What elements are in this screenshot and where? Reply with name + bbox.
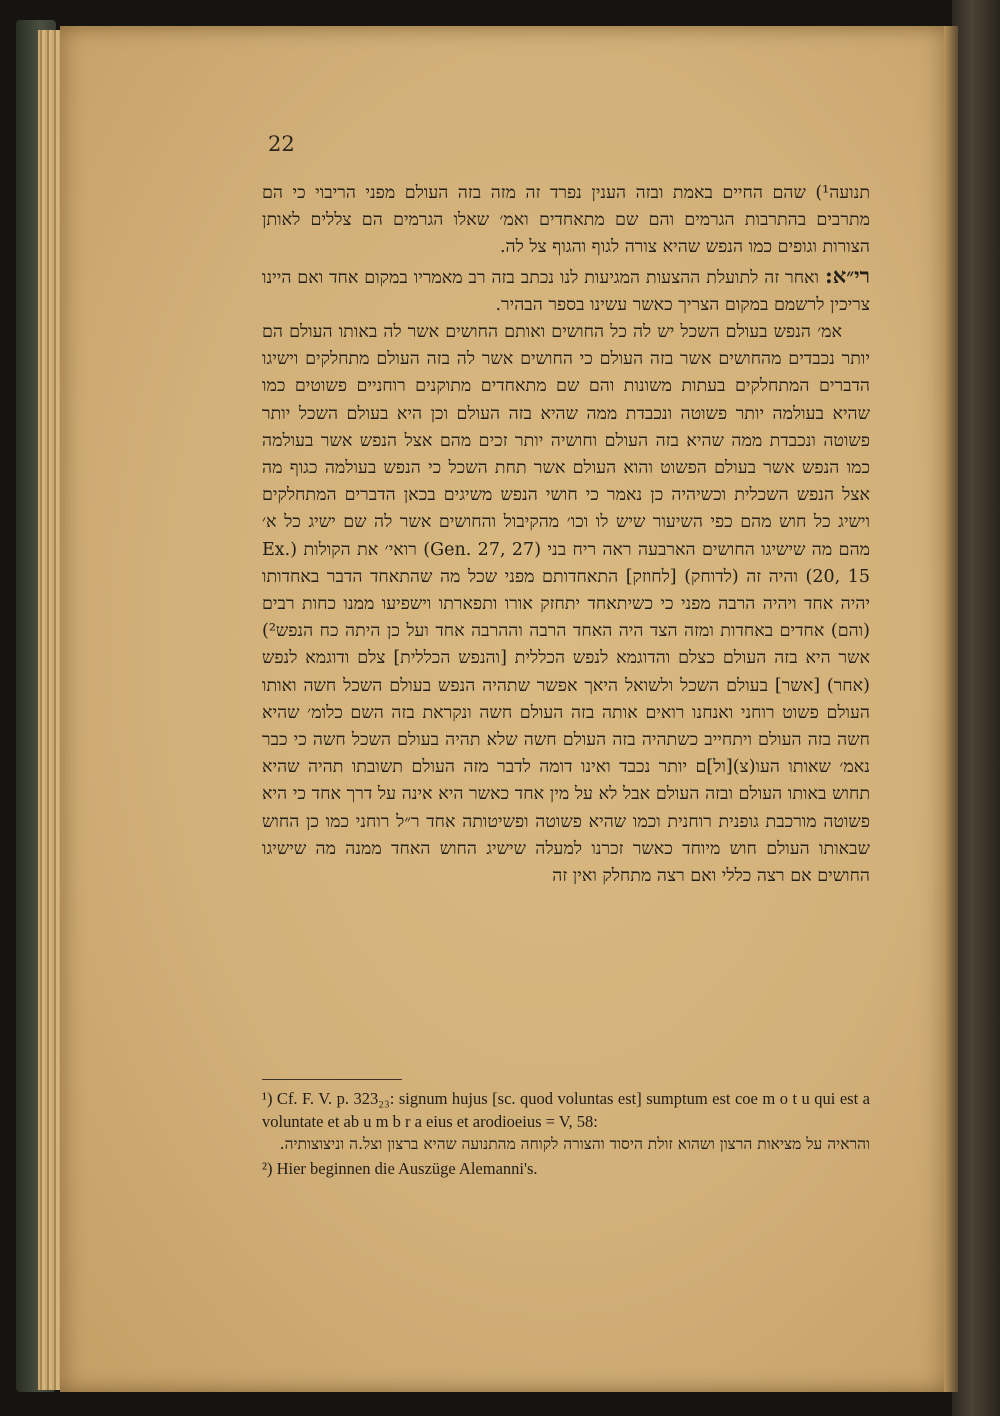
lead-label: רי״א: xyxy=(824,262,870,288)
footnote-1-hebrew: והראיה על מציאות הרצון ושהוא זולת היסוד והצורה לקוחה מהתנועה שהיא ברצון וצל.ה וניצוצותיה. xyxy=(279,1135,870,1154)
paragraph-3: אמ׳ הנפש בעולם השכל יש לה כל החושים ואותם החושים אשר לה באותו העולם הם יותר נכבדים מהחושים אשר בזה העולם כי החושים אשר לה בזה העולם מתחלקים וישיגו הדברים המתחלקים בעתות משונות והם שם מתאחדים מתוקנים רוחניים פשוטים כמו שהיא בעולמה יותר פשוטה ונכבדת ממה שהיא בזה העולם וכן היא בעולם השכל יותר פשוטה ונכבדת ממה שהיא בזה העולם וחושיה יותר זכים מהם אצל הנפש אשר בעולמה כמו הנפש אשר בעולם הפשוט והוא העולם אשר תחת השכל כי הנפש בעולמה כגוף מה אצל הנפש השכלית וכשיהיה כן נאמר כי חושי הנפש משיגים בכאן הדברים המתחלקים וישיג כל חוש מהם כפי השיעור שיש לו וכו׳ מהקיבול והחושים אשר לה שם ישיג כל א׳ מהם מה שישיגו החושים הארבעה ראה ריח בני (Gen. 27, 27) רואי׳ את הקולות (Ex. 20, 15) והיה זה (לדוחק) [לחוזק] התאחדותם מפני שכל מה שהתאחד הדבר באחדותו יהיה אחד ויהיה הרבה מפני כי כשיתאחד יתחזק אורו ותפארתו וישפיעו ממנו כחות רבים (והם) אחדים באחדות ומזה הצד היה האחד הרבה וההרבה אחד ועל כן היתה כח הנפש²) אשר היא בזה העולם כצלם והדוגמא לנפש הכללית [והנפש הכללית] צלם ודוגמא לנפש (אחר) [אשר] בעולם השכל ולשואל היאך אפשר שתהיה הנפש בעולם השכל חשה ואותו העולם פשוט רוחני ואנחנו רואים אותה בזה העולם חשה ונקראת בזה השם כלומ׳ שהיא חשה בזה העולם ויתחייב כשתהיה בזה העולם חשה שלא תהיה בעולם השכל חשה כי כבר נאמ׳ שאותו העו(צ)[ול]ם יותר נכבד ואינו דומה לדבר מזה העולם תשובתו תהיה שהיא תחוש באותו העולם ובזה העולם אבל לא על מין אחד כאשר היא אינה על דרך אחד כי היא פשוטה מורכבת גופנית רוחנית וכמו שהיא פשוטה ופשיטותה אחד ר״ל רוחני כמו כן החוש שבאותו העולם חוש מיוחד כאשר זכרנו למעלה שישיג החוש האחד ממנה מה שישיגו החושים אם רצה כללי ואם רצה מתחלק ואין זה xyxy=(262,322,871,887)
footnote-1-latin: ¹) Cf. F. V. p. 323₂₃: signum hujus [sc. quod voluntas est] sumptum est coe m o t u qui est a voluntate et ab u m b r a eius et arodioeius = V, 58: xyxy=(262,1089,870,1131)
footnote-rule xyxy=(262,1079,402,1080)
paragraph-1: תנועה¹) שהם החיים באמת ובזה הענין נפרד זה מזה בזה העולם מפני הריבוי כי הם מתרבים בהתרבות הגרמים והם שם מתאחדים ואמ׳ שאלו הגרמים הם צללים לאותן הצורות וגופים כמו הנפש שהיא צורה לגוף והגוף צל לה. xyxy=(262,183,870,258)
paragraph-2 xyxy=(262,262,870,319)
book-cover-right xyxy=(952,0,1000,1416)
footnote-2: ²) Hier beginnen die Auszüge Alemanni's. xyxy=(262,1158,538,1178)
footnotes xyxy=(262,1088,870,1180)
page-number: 22 xyxy=(268,132,295,156)
paragraph-2-text: ואחר זה לתועלת ההצעות המגיעות לנו נכתב בזה רב מאמריו במקום אחד ואם היינו צריכין לרשמם במקום הצריך כאשר עשינו בספר הבהיר. xyxy=(262,267,870,315)
page-gutter xyxy=(944,26,958,1392)
body-text xyxy=(262,180,870,890)
